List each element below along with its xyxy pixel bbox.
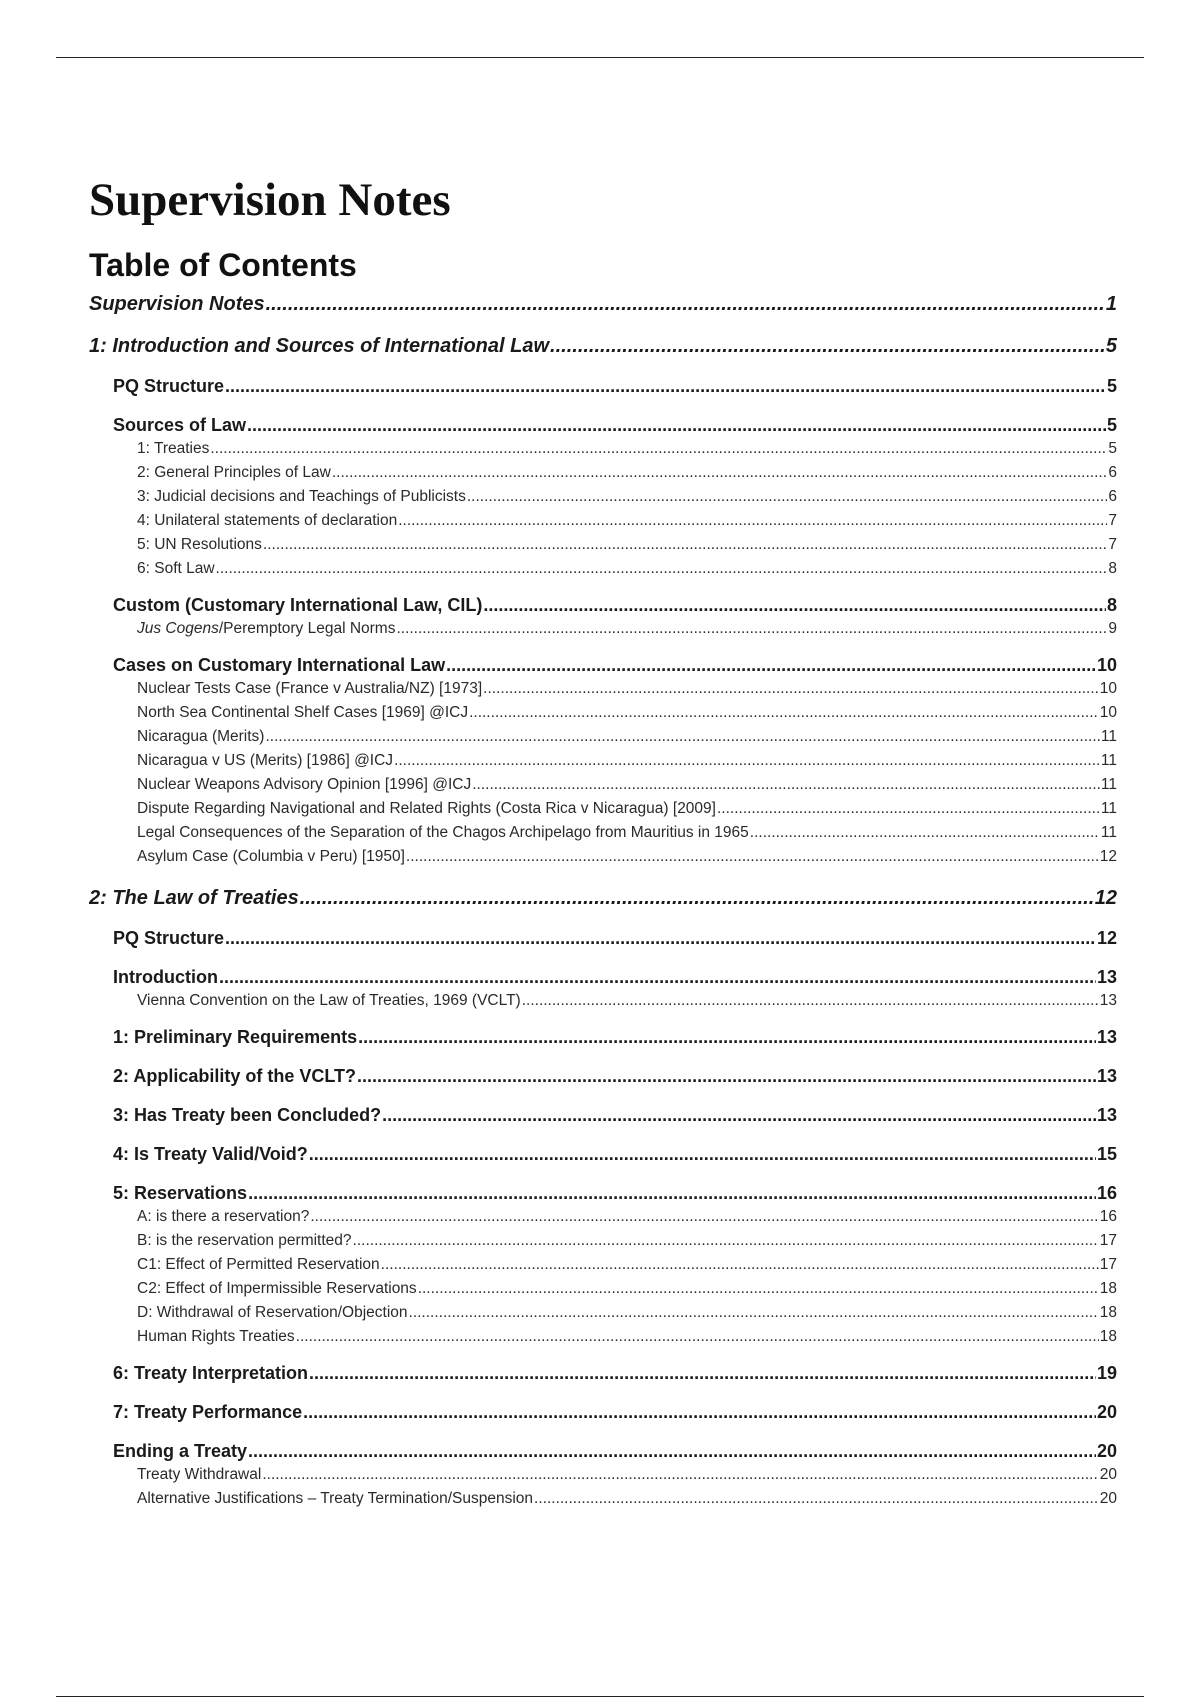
toc-entry-page: 19 — [1096, 1363, 1117, 1383]
toc-entry-title — [113, 1401, 302, 1423]
page-content — [89, 170, 1117, 1510]
toc-entry-title-text: C2: Effect of Impermissible Reservations — [137, 1280, 417, 1297]
toc-entry-title — [137, 618, 395, 640]
toc-leader-dots — [396, 618, 1107, 640]
toc-entry[interactable] — [89, 1302, 1117, 1324]
toc-entry-page: 12 — [1096, 928, 1117, 948]
toc-leader-dots — [310, 1206, 1098, 1228]
toc-entry[interactable] — [89, 1143, 1117, 1165]
toc-entry-title — [113, 594, 482, 616]
toc-entry-page: 17 — [1099, 1232, 1117, 1249]
toc-entry-page: 10 — [1099, 680, 1117, 697]
toc-entry-page: 1 — [1105, 293, 1117, 315]
toc-entry[interactable] — [89, 618, 1117, 640]
toc-leader-dots — [398, 510, 1107, 532]
toc-entry-title-text: 3: Has Treaty been Concluded? — [113, 1105, 382, 1125]
toc-leader-dots — [266, 292, 1105, 316]
toc-entry-title — [137, 534, 262, 556]
toc-leader-dots — [357, 1065, 1096, 1087]
toc-entry-page: 16 — [1096, 1183, 1117, 1203]
toc-entry-title — [137, 1278, 417, 1300]
toc-entry-title — [89, 886, 299, 910]
toc-leader-dots — [265, 726, 1099, 748]
toc-entry-title-text: 1: Treaties — [137, 440, 210, 457]
toc-entry-title — [137, 1254, 380, 1276]
toc-entry-title-text: Ending a Treaty — [113, 1441, 248, 1461]
toc-leader-dots — [717, 798, 1100, 820]
toc-entry-page: 13 — [1096, 1027, 1117, 1047]
toc-leader-dots — [303, 1401, 1096, 1423]
toc-entry-title-text: Cases on Customary International Law — [113, 655, 446, 675]
toc-entry[interactable] — [89, 594, 1117, 616]
toc-entry-title-text: Vienna Convention on the Law of Treaties, 1969 (VCLT) — [137, 992, 521, 1009]
toc-entry[interactable] — [89, 750, 1117, 772]
toc-entry-title — [137, 846, 405, 868]
footer-rule — [56, 1696, 1144, 1697]
toc-entry-title-text: 2: General Principles of Law — [137, 464, 331, 481]
toc-entry-title — [113, 1026, 357, 1048]
toc-entry-title-text: Nicaragua v US (Merits) [1986] @ICJ — [137, 752, 394, 769]
toc-entry-title-text: North Sea Continental Shelf Cases [1969] @ICJ — [137, 704, 469, 721]
toc-entry-title — [113, 966, 218, 988]
toc-entry-title-text: PQ Structure — [113, 928, 225, 948]
toc-entry-page: 10 — [1096, 655, 1117, 675]
toc-entry[interactable] — [89, 1182, 1117, 1204]
toc-entry-title-text: 2: Applicability of the VCLT? — [113, 1066, 356, 1086]
toc-entry[interactable] — [89, 1278, 1117, 1300]
toc-entry-title — [89, 292, 265, 316]
toc-entry-title-text: 7: Treaty Performance — [113, 1402, 303, 1422]
toc-entry-page: 6 — [1108, 464, 1117, 481]
toc-leader-dots — [382, 1104, 1096, 1126]
toc-entry-title — [89, 334, 549, 358]
toc-entry-title — [137, 990, 521, 1012]
toc-leader-dots — [446, 654, 1096, 676]
toc-entry[interactable] — [89, 774, 1117, 796]
toc-entry-page: 16 — [1099, 1208, 1117, 1225]
toc-leader-dots — [469, 702, 1099, 724]
toc-entry-page: 12 — [1094, 887, 1117, 909]
toc-entry-title-text: 6: Treaty Interpretation — [113, 1363, 309, 1383]
toc-entry-page: 18 — [1099, 1280, 1117, 1297]
toc-entry-page: 6 — [1108, 488, 1117, 505]
toc-leader-dots — [418, 1278, 1099, 1300]
toc-leader-dots — [219, 966, 1096, 988]
toc-leader-dots — [332, 462, 1108, 484]
toc-entry-page: 11 — [1100, 800, 1117, 817]
toc-entry[interactable] — [89, 927, 1117, 949]
toc-entry-page: 5 — [1106, 376, 1117, 396]
toc-entry[interactable] — [89, 1326, 1117, 1348]
toc-leader-dots — [522, 990, 1099, 1012]
toc-entry-page: 8 — [1106, 595, 1117, 615]
toc-leader-dots — [300, 886, 1094, 910]
toc-entry-page: 18 — [1099, 1304, 1117, 1321]
toc-entry-title-text: Nicaragua (Merits) — [137, 728, 265, 745]
toc-entry[interactable] — [89, 1362, 1117, 1384]
toc-entry-page: 5 — [1106, 415, 1117, 435]
toc-leader-dots — [358, 1026, 1096, 1048]
toc-entry-title-text: B: is the reservation permitted? — [137, 1232, 352, 1249]
toc-entry-page: 17 — [1099, 1256, 1117, 1273]
toc-entry-page: 20 — [1099, 1490, 1117, 1507]
toc-entry-title-text: Legal Consequences of the Separation of the Chagos Archipelago from Mauritius in 1965 — [137, 824, 749, 841]
toc-entry[interactable] — [89, 702, 1117, 724]
toc-leader-dots — [550, 334, 1105, 358]
toc-entry-title-text: Nuclear Tests Case (France v Australia/NZ) [1973] — [137, 680, 483, 697]
toc-entry[interactable] — [89, 990, 1117, 1012]
toc-entry-title-text: 4: Is Treaty Valid/Void? — [113, 1144, 308, 1164]
toc-entry-title-text: Asylum Case (Columbia v Peru) [1950] — [137, 848, 405, 865]
toc-entry-title — [137, 558, 215, 580]
toc-entry[interactable] — [89, 375, 1117, 397]
toc-entry-title — [137, 750, 393, 772]
toc-entry-title — [113, 1182, 247, 1204]
toc-leader-dots — [409, 1302, 1099, 1324]
toc-entry-title-text: Supervision Notes — [89, 293, 265, 315]
toc-entry-title — [113, 375, 224, 397]
toc-entry-title-text: Treaty Withdrawal — [137, 1466, 262, 1483]
toc-entry[interactable] — [89, 534, 1117, 556]
toc-entry-title-text: Introduction — [113, 967, 218, 987]
toc-entry-title-text: 2: The Law of Treaties — [89, 887, 299, 909]
toc-entry-title — [137, 1326, 295, 1348]
toc-entry[interactable] — [89, 438, 1117, 460]
toc-entry-title — [137, 1302, 408, 1324]
toc-entry[interactable] — [89, 1440, 1117, 1462]
toc-entry-page: 11 — [1100, 776, 1117, 793]
toc-entry-title — [137, 822, 749, 844]
toc-leader-dots — [394, 750, 1100, 772]
toc-entry-page: 11 — [1100, 728, 1117, 745]
toc-entry-title — [113, 414, 246, 436]
toc-entry-page: 12 — [1099, 848, 1117, 865]
toc-leader-dots — [534, 1488, 1099, 1510]
toc-entry-title — [137, 774, 471, 796]
toc-leader-dots — [467, 486, 1108, 508]
toc-entry-title-text: Custom (Customary International Law, CIL) — [113, 595, 483, 615]
toc-entry-title-text: PQ Structure — [113, 376, 225, 396]
toc-leader-dots — [247, 414, 1106, 436]
toc-entry-page: 13 — [1096, 967, 1117, 987]
toc-entry-page: 13 — [1096, 1105, 1117, 1125]
toc-entry-title — [137, 1488, 533, 1510]
toc-entry-title-text: 5: Reservations — [113, 1183, 248, 1203]
toc-entry-title-text: Nuclear Weapons Advisory Opinion [1996] @ICJ — [137, 776, 472, 793]
toc-leader-dots — [309, 1143, 1096, 1165]
toc-entry-title — [113, 1362, 308, 1384]
toc-entry[interactable] — [89, 846, 1117, 868]
toc-entry-page: 18 — [1099, 1328, 1117, 1345]
toc-entry-title-text: 1: Introduction and Sources of International Law — [89, 335, 550, 357]
toc-entry[interactable] — [89, 966, 1117, 988]
toc-entry-page: 20 — [1096, 1441, 1117, 1461]
toc-leader-dots — [483, 678, 1099, 700]
toc-entry-page: 13 — [1096, 1066, 1117, 1086]
toc-entry-title — [113, 1065, 356, 1087]
toc-entry[interactable] — [89, 886, 1117, 910]
toc-entry[interactable] — [89, 726, 1117, 748]
toc-entry-title — [137, 726, 264, 748]
toc-leader-dots — [381, 1254, 1099, 1276]
toc-entry[interactable] — [89, 462, 1117, 484]
toc-entry[interactable] — [89, 1104, 1117, 1126]
toc-entry[interactable] — [89, 1026, 1117, 1048]
toc-entry-title — [137, 438, 209, 460]
toc-entry[interactable] — [89, 558, 1117, 580]
toc-leader-dots — [225, 927, 1096, 949]
toc-entry-title — [137, 486, 466, 508]
toc-entry-title — [113, 1104, 381, 1126]
toc-entry[interactable] — [89, 678, 1117, 700]
toc-entry[interactable] — [89, 1206, 1117, 1228]
toc-entry-title-text: 5: UN Resolutions — [137, 536, 262, 553]
toc-entry-title — [113, 654, 445, 676]
toc-entry-title — [113, 1143, 308, 1165]
toc-entry-title-text: 1: Preliminary Requirements — [113, 1027, 358, 1047]
toc-leader-dots — [353, 1230, 1099, 1252]
toc-entry-page: 11 — [1100, 752, 1117, 769]
header-rule — [56, 57, 1144, 58]
toc-entry-title — [137, 510, 397, 532]
toc-leader-dots — [472, 774, 1100, 796]
toc-entry-title — [137, 798, 716, 820]
toc-entry[interactable] — [89, 414, 1117, 436]
toc-leader-dots — [309, 1362, 1096, 1384]
toc-entry[interactable] — [89, 334, 1117, 358]
toc-entry[interactable] — [89, 1488, 1117, 1510]
toc-entry-title-text: Alternative Justifications – Treaty Termination/Suspension — [137, 1490, 534, 1507]
toc-entry-page: 7 — [1108, 536, 1117, 553]
toc-entry[interactable] — [89, 798, 1117, 820]
toc-entry-page: 20 — [1096, 1402, 1117, 1422]
toc-entry-title-italic: Jus Cogens — [137, 620, 219, 637]
toc-leader-dots — [248, 1440, 1096, 1462]
toc-entry[interactable] — [89, 292, 1117, 316]
toc-entry[interactable] — [89, 486, 1117, 508]
toc-entry-page: 9 — [1108, 620, 1117, 637]
toc-leader-dots — [483, 594, 1106, 616]
toc-entry-title-text: 4: Unilateral statements of declaration — [137, 512, 398, 529]
toc-entry-title — [137, 462, 331, 484]
toc-entry[interactable] — [89, 1254, 1117, 1276]
toc-entry-title-text: 6: Soft Law — [137, 560, 215, 577]
toc-entry-title-text: 3: Judicial decisions and Teachings of Publicists — [137, 488, 466, 505]
toc-entry-page: 13 — [1099, 992, 1117, 1009]
toc-entry[interactable] — [89, 510, 1117, 532]
toc-entry-page: 15 — [1096, 1144, 1117, 1164]
toc-leader-dots — [750, 822, 1100, 844]
toc-entry-page: 10 — [1099, 704, 1117, 721]
toc-leader-dots — [210, 438, 1107, 460]
toc-leader-dots — [248, 1182, 1096, 1204]
toc-entry-title-text: Dispute Regarding Navigational and Related Rights (Costa Rica v Nicaragua) [2009] — [137, 800, 716, 817]
toc-entry-title — [137, 1230, 352, 1252]
toc-entry-page: 8 — [1108, 560, 1117, 577]
toc-entry-title — [137, 678, 482, 700]
toc-entry-title-text: A: is there a reservation? — [137, 1208, 310, 1225]
toc-heading: Table of Contents — [89, 247, 357, 283]
toc-entry-title — [137, 702, 468, 724]
toc-entry[interactable] — [89, 1401, 1117, 1423]
toc-entry-title — [113, 1440, 247, 1462]
toc-entry[interactable] — [89, 1230, 1117, 1252]
toc-entry-title-text: D: Withdrawal of Reservation/Objection — [137, 1304, 408, 1321]
toc-entry-page: 5 — [1108, 440, 1117, 457]
toc-leader-dots — [406, 846, 1099, 868]
toc-entry[interactable] — [89, 822, 1117, 844]
toc-entry-title — [113, 927, 224, 949]
document-title: Supervision Notes — [89, 174, 451, 226]
toc-entry-title-text: Human Rights Treaties — [137, 1328, 295, 1345]
table-of-contents — [89, 292, 1117, 1510]
toc-entry[interactable] — [89, 1464, 1117, 1486]
toc-leader-dots — [296, 1326, 1099, 1348]
toc-leader-dots — [216, 558, 1108, 580]
toc-entry-title-text: /Peremptory Legal Norms — [218, 620, 396, 637]
toc-entry-title — [137, 1464, 261, 1486]
toc-entry-title-text: Sources of Law — [113, 415, 247, 435]
toc-entry-page: 11 — [1100, 824, 1117, 841]
toc-entry[interactable] — [89, 654, 1117, 676]
toc-entry-title — [137, 1206, 309, 1228]
toc-entry-page: 5 — [1105, 335, 1117, 357]
toc-leader-dots — [263, 534, 1107, 556]
toc-entry-page: 20 — [1099, 1466, 1117, 1483]
toc-entry[interactable] — [89, 1065, 1117, 1087]
toc-entry-page: 7 — [1108, 512, 1117, 529]
toc-entry-title-text: C1: Effect of Permitted Reservation — [137, 1256, 380, 1273]
toc-leader-dots — [262, 1464, 1098, 1486]
toc-leader-dots — [225, 375, 1106, 397]
